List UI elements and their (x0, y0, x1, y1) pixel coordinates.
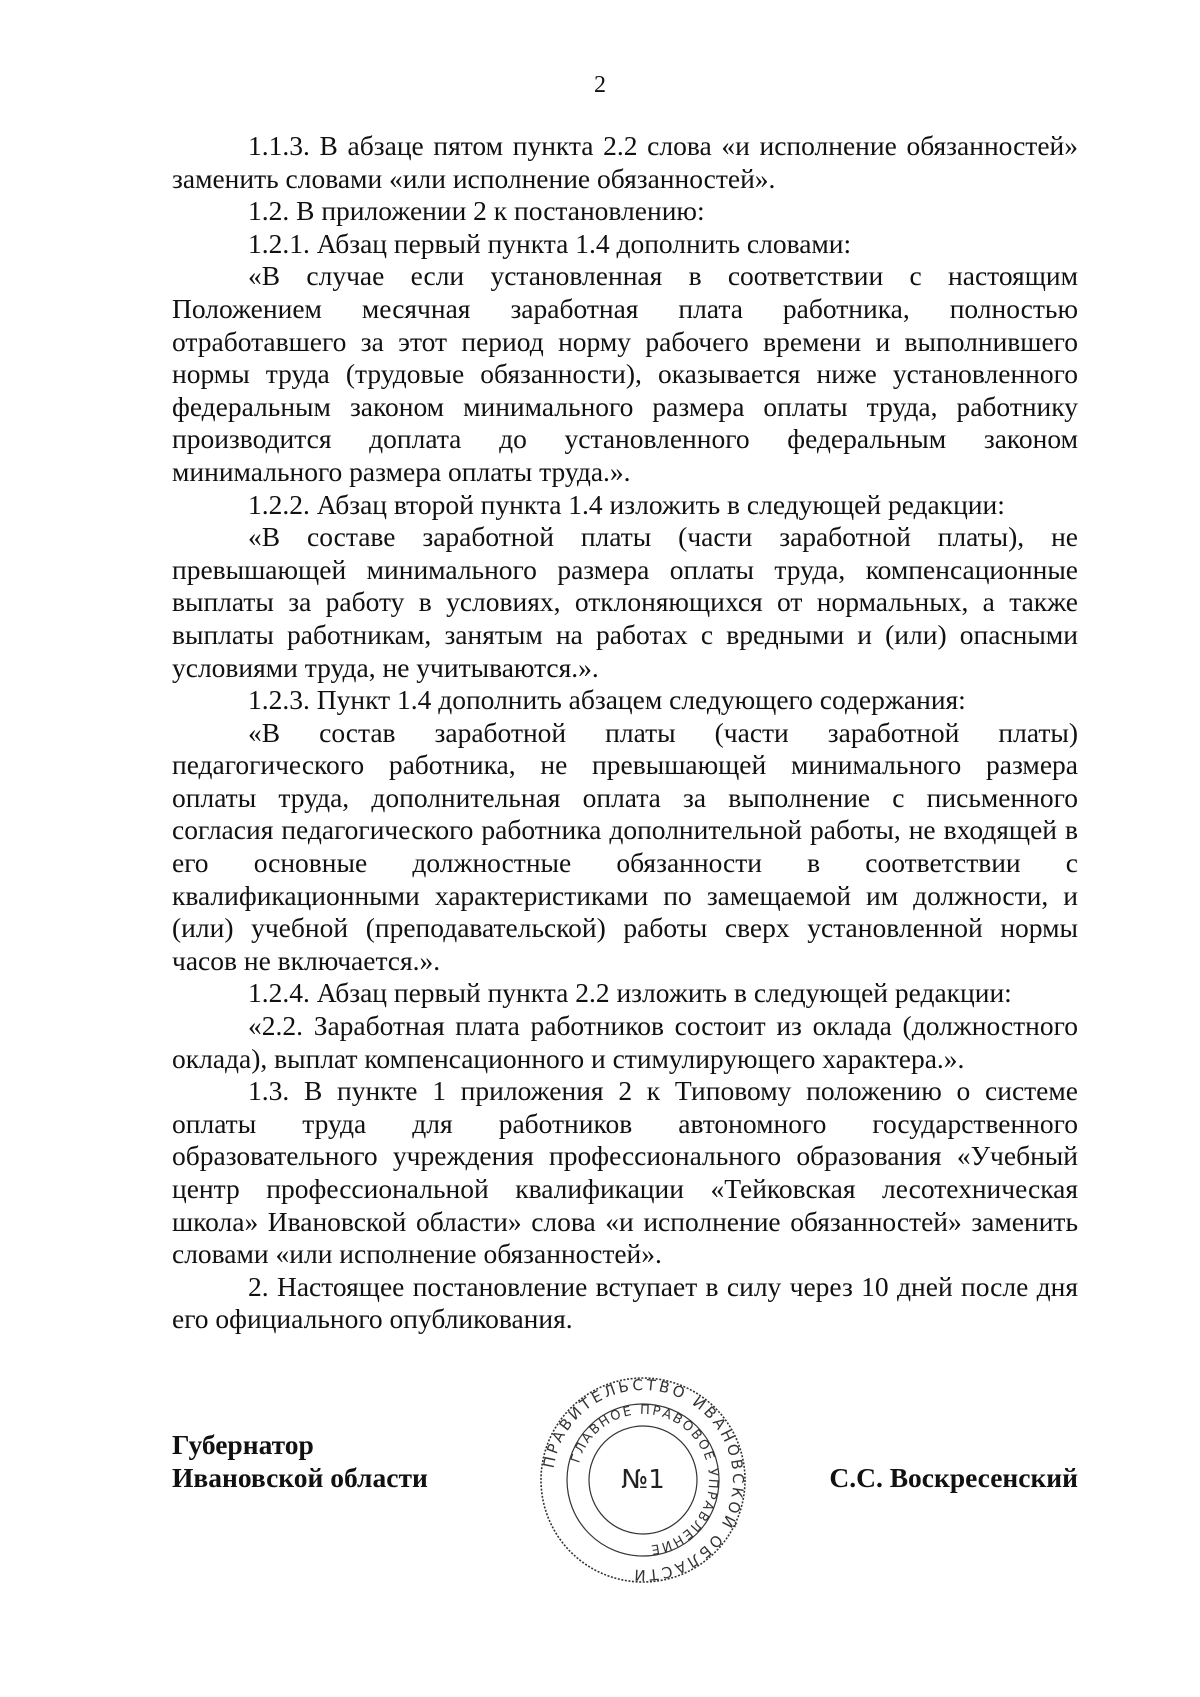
paragraph-1-2-1: 1.2.1. Абзац первый пункта 1.4 дополнить словами: (248, 227, 852, 259)
signatory-title-line-2: Ивановской области (172, 1462, 428, 1493)
paragraph-quote-2: «В составе заработной платы (части заработной платы), не превышающей минимального размера оплаты труда, компенсационные выплаты за работу в условиях, отклоняющихся от нормальных, а также выплаты работникам, занятым на работах с вредными и (или) опасными условиями труда, не учитываются.». (172, 521, 1078, 683)
paragraph-quote-1: «В случае если установленная в соответствии с настоящим Положением месячная заработная плата работника, полностью отработавшего за этот период норму рабочего времени и выполнившего нормы труда (трудовые обязанности), оказывается ниже установленного федеральным законом минимального размера оплаты труда, работнику производится доплата до установленного федеральным законом минимального размера оплаты труда.». (172, 260, 1078, 487)
paragraph-1-1-3: 1.1.3. В абзаце пятом пункта 2.2 слова «и исполнение обязанностей» заменить словами «или исполнение обязанностей». (172, 130, 1078, 194)
paragraph-1-2-3: 1.2.3. Пункт 1.4 дополнить абзацем следующего содержания: (248, 684, 966, 716)
paragraph-1-2-2: 1.2.2. Абзац второй пункта 1.4 изложить в следующей редакции: (248, 488, 1005, 520)
official-stamp (538, 1375, 748, 1585)
signatory-title-line-1: Губернатор (172, 1429, 314, 1460)
paragraph-quote-3: «В состав заработной платы (части заработной платы) педагогического работника, не превышающей минимального размера оплаты труда, дополнительная оплата за выполнение с письменного согласия педагогического работника дополнительной работы, не входящей в его основные должностные обязанности в соответствии с квалификационными характеристиками по замещаемой им должности, и (или) учебной (преподавательской) работы сверх установленной нормы часов не включается.». (172, 716, 1078, 976)
stamp-outer-text: ПРАВИТЕЛЬСТВО ИВАНОВСКОЙ ОБЛАСТИ (539, 1375, 748, 1585)
signatory-name: С.С. Воскресенский (829, 1462, 1078, 1493)
paragraph-1-2-4: 1.2.4. Абзац первый пункта 2.2 изложить в следующей редакции: (248, 977, 1012, 1009)
paragraph-quote-4: «2.2. Заработная плата работников состоит из оклада (должностного оклада), выплат компенсационного и стимулирующего характера.». (172, 1010, 1078, 1074)
paragraph-1-3: 1.3. В пункте 1 приложения 2 к Типовому положению о системе оплаты труда для работников автономного государственного образовательного учреждения профессионального образования «Учебный центр профессиональной квалификации «Тейковская лесотехническая школа» Ивановской области» слова «и исполнение обязанностей» заменить словами «или исполнение обязанностей». (172, 1075, 1078, 1270)
document-body (172, 130, 1078, 1336)
stamp-number: №1 (621, 1465, 665, 1495)
stamp-inner-text: ГЛАВНОЕ ПРАВОВОЕ УПРАВЛЕНИЕ (568, 1402, 721, 1557)
signatory-title (172, 1428, 428, 1494)
paragraph-1-2: 1.2. В приложении 2 к постановлению: (248, 195, 705, 227)
paragraph-2: 2. Настоящее постановление вступает в силу через 10 дней после дня его официального опубликования. (172, 1270, 1078, 1335)
page-number: 2 (594, 72, 606, 98)
